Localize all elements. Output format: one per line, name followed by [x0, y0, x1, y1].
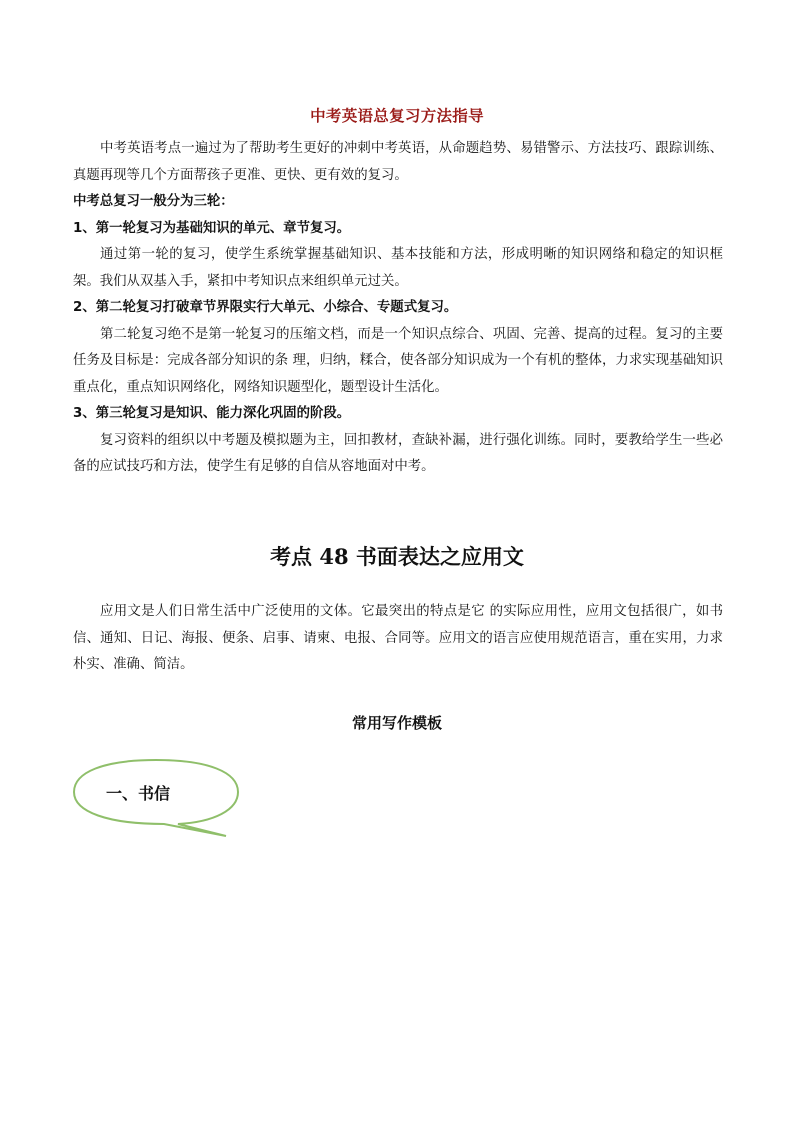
- letter-heading: 一、书信: [106, 784, 171, 803]
- guide-title: 中考英语总复习方法指导: [310, 107, 484, 125]
- section-intro: 应用文是人们日常生活中广泛使用的文体。它最突出的特点是它 的实际应用性，应用文包括很广，如书信、通知、日记、海报、便条、启事、请柬、电报、合同等。应用文的语言应使用规范语言，重在实用，力求朴实、准确、简洁。: [73, 604, 723, 672]
- guide-intro: 中考英语考点一遍过为了帮助考生更好的冲刺中考英语，从命题趋势、易错警示、方法技巧、跟踪训练、真题再现等几个方面帮孩子更准、更快、更有效的复习。: [73, 141, 723, 183]
- round1-heading: 1、第一轮复习为基础知识的单元、章节复习。: [73, 220, 351, 236]
- overview-heading: 中考总复习一般分为三轮：: [73, 194, 234, 209]
- round1-text: 通过第一轮的复习，使学生系统掌握基础知识、基本技能和方法，形成明晰的知识网络和稳定的知识框架。我们从双基入手，紧扣中考知识点来组织单元过关。: [73, 247, 723, 289]
- templates-heading: 常用写作模板: [351, 714, 442, 732]
- round2-text: 第二轮复习绝不是第一轮复习的压缩文档，而是一个知识点综合、巩固、完善、提高的过程。复习的主要任务及目标是：完成各部分知识的条 理，归纳，糅合，使各部分知识成为一个有机的整体，力求实现基础知识重点化，重点知识网络化，网络知识题型化，题型设计生活化。: [73, 326, 723, 395]
- round2-heading: 2、第二轮复习打破章节界限实行大单元、小综合、专题式复习。: [73, 300, 458, 315]
- guide-body: [73, 136, 723, 481]
- round3-text: 复习资料的组织以中考题及模拟题为主，回扣教材，查缺补漏，进行强化训练。同时，要教给学生一些必备的应试技巧和方法，使学生有足够的自信从容地面对中考。: [73, 432, 723, 474]
- section-body: [73, 599, 723, 679]
- round3-heading: 3、第三轮复习是知识、能力深化巩固的阶段。: [73, 406, 351, 421]
- section-title: 考点 48 书面表达之应用文: [270, 544, 524, 569]
